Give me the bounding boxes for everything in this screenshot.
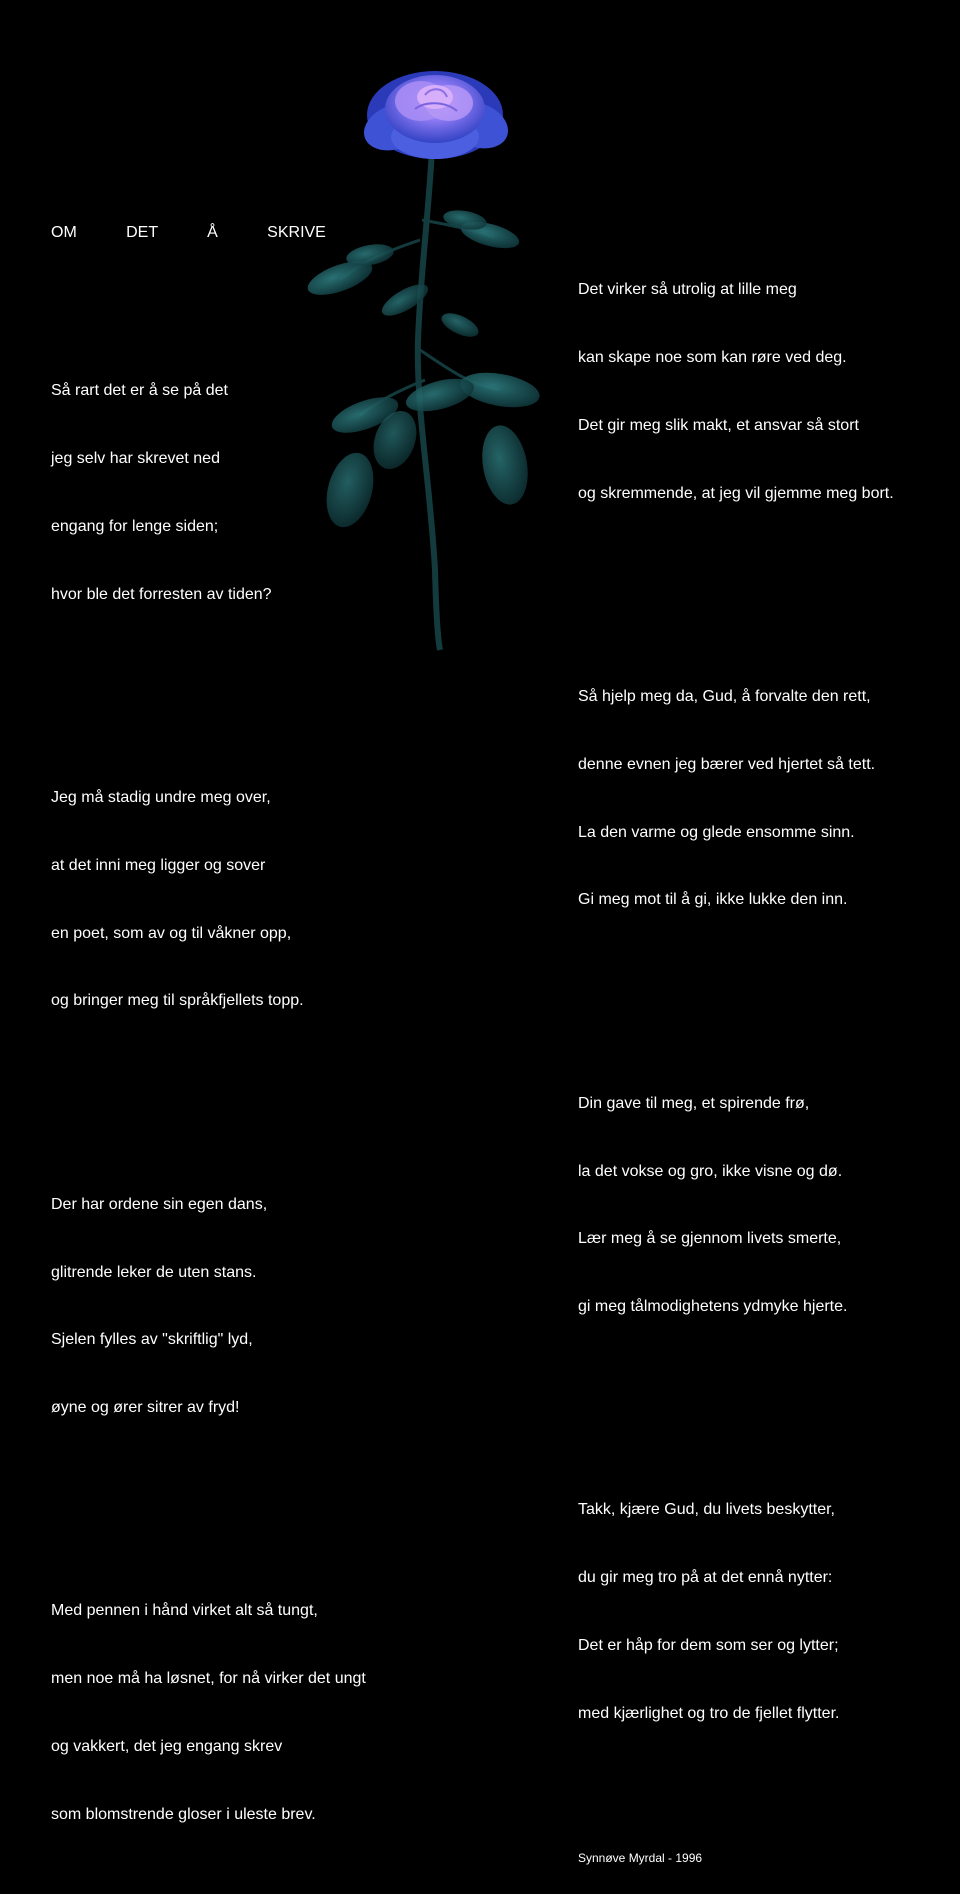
stanza bbox=[578, 234, 894, 550]
stanza bbox=[578, 641, 894, 957]
stanza bbox=[51, 1555, 366, 1871]
poem-title: OM DET Å SKRIVE bbox=[51, 224, 326, 242]
poem-line: engang for lenge siden; bbox=[51, 517, 219, 535]
poem-line: gi meg tålmodighetens ydmyke hjerte. bbox=[578, 1298, 848, 1316]
poem-line: øyne og ører sitrer av fryd! bbox=[51, 1399, 240, 1417]
stanza bbox=[51, 742, 366, 1058]
stanza bbox=[578, 1454, 894, 1770]
poem-line: med kjærlighet og tro de fjellet flytter. bbox=[578, 1704, 840, 1722]
poem-left-column bbox=[51, 177, 366, 1894]
poem-line: Din gave til meg, et spirende frø, bbox=[578, 1094, 810, 1112]
poem-line: Lær meg å se gjennom livets smerte, bbox=[578, 1230, 842, 1248]
poem-line: hvor ble det forresten av tiden? bbox=[51, 585, 272, 603]
poem-signature: Synnøve Myrdal - 1996 bbox=[578, 1851, 703, 1866]
poem-line: Gi meg mot til å gi, ikke lukke den inn. bbox=[578, 891, 848, 909]
poem-right-column bbox=[578, 189, 894, 1889]
poem-line: men noe må ha løsnet, for nå virker det ungt bbox=[51, 1670, 366, 1688]
poem-line: en poet, som av og til våkner opp, bbox=[51, 924, 292, 942]
poem-line: la det vokse og gro, ikke visne og dø. bbox=[578, 1162, 843, 1180]
poem-line: Det virker så utrolig at lille meg bbox=[578, 281, 797, 299]
poem-line: og skremmende, at jeg vil gjemme meg bort. bbox=[578, 484, 894, 502]
poem-line: og vakkert, det jeg engang skrev bbox=[51, 1737, 283, 1755]
poem-line: at det inni meg ligger og sover bbox=[51, 856, 266, 874]
poem-line: Med pennen i hånd virket alt så tungt, bbox=[51, 1602, 318, 1620]
poem-line: La den varme og glede ensomme sinn. bbox=[578, 823, 855, 841]
poem-line: Det gir meg slik makt, et ansvar så stort bbox=[578, 416, 859, 434]
poem-line: glitrende leker de uten stans. bbox=[51, 1263, 257, 1281]
poem-line: denne evnen jeg bærer ved hjertet så tett. bbox=[578, 755, 876, 773]
poem-line: og bringer meg til språkfjellets topp. bbox=[51, 992, 304, 1010]
poem-line: som blomstrende gloser i uleste brev. bbox=[51, 1805, 316, 1823]
poem-line: kan skape noe som kan røre ved deg. bbox=[578, 349, 847, 367]
poem-line: Jeg må stadig undre meg over, bbox=[51, 789, 271, 807]
poem-line: Sjelen fylles av "skriftlig" lyd, bbox=[51, 1331, 253, 1349]
poem-line: jeg selv har skrevet ned bbox=[51, 450, 220, 468]
poem-line: du gir meg tro på at det ennå nytter: bbox=[578, 1569, 833, 1587]
stanza bbox=[578, 1048, 894, 1364]
poem-line: Så hjelp meg da, Gud, å forvalte den rett, bbox=[578, 688, 871, 706]
poem-line: Der har ordene sin egen dans, bbox=[51, 1195, 268, 1213]
poem-line: Det er håp for dem som ser og lytter; bbox=[578, 1637, 839, 1654]
poem-line: Takk, kjære Gud, du livets beskytter, bbox=[578, 1501, 835, 1519]
stanza bbox=[51, 1149, 366, 1465]
stanza bbox=[51, 335, 366, 651]
poem-line: Så rart det er å se på det bbox=[51, 382, 228, 400]
